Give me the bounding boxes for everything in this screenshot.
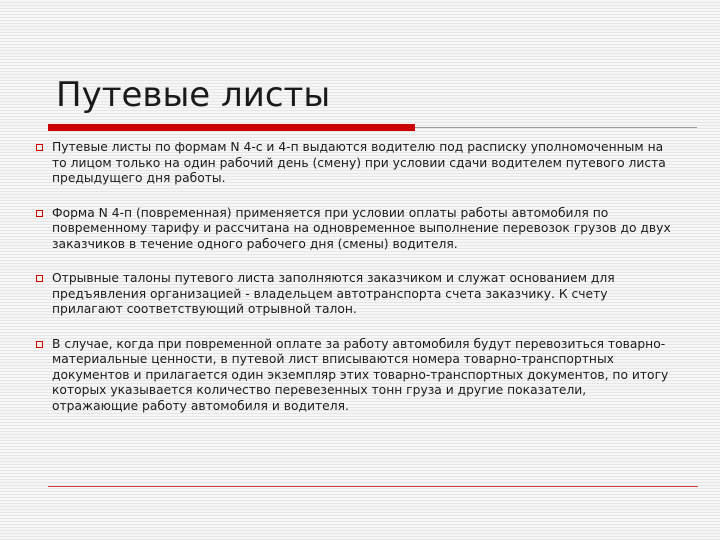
paragraph-1	[36, 140, 676, 187]
slide-body	[36, 140, 676, 433]
title-underline-accent	[48, 124, 415, 131]
paragraph-3-text: Отрывные талоны путевого листа заполняются заказчиком и служат основанием для предъявления организацией - владельцем автотранспорта счета заказчику. К счету прилагают соответствующий отрывной талон.	[52, 271, 615, 316]
square-bullet-icon	[36, 144, 43, 151]
paragraph-1-text: Путевые листы по формам N 4-с и 4-п выдаются водителю под расписку уполномоченным на то лицом только на один рабочий день (смену) при условии сдачи водителем путевого листа предыдущего дня работы.	[52, 140, 666, 185]
slide-title: Путевые листы	[56, 75, 331, 115]
title-underline-thin	[415, 127, 697, 128]
paragraph-2-text: Форма N 4-п (повременная) применяется при условии оплаты работы автомобиля по повременному тарифу и рассчитана на одновременное выполнение перевозок грузов до двух заказчиков в течение одного рабочего дня (смены) водителя.	[52, 205, 671, 251]
footer-divider	[48, 486, 698, 487]
square-bullet-icon	[36, 341, 43, 348]
square-bullet-icon	[36, 275, 43, 282]
paragraph-4-text: В случае, когда при повременной оплате за работу автомобиля будут перевозиться товарно-материальные ценности, в путевой лист вписываются номера товарно-транспортных документов и прилагается один экземпляр этих товарно-транспортных документов, по итогу которых указывается количество перевезенных тонн груза и другие показатели, отражающие работу автомобиля и водителя.	[52, 336, 669, 413]
square-bullet-icon	[36, 210, 43, 217]
paragraph-2	[36, 206, 676, 253]
paragraph-4	[36, 337, 676, 415]
paragraph-3	[36, 271, 676, 318]
